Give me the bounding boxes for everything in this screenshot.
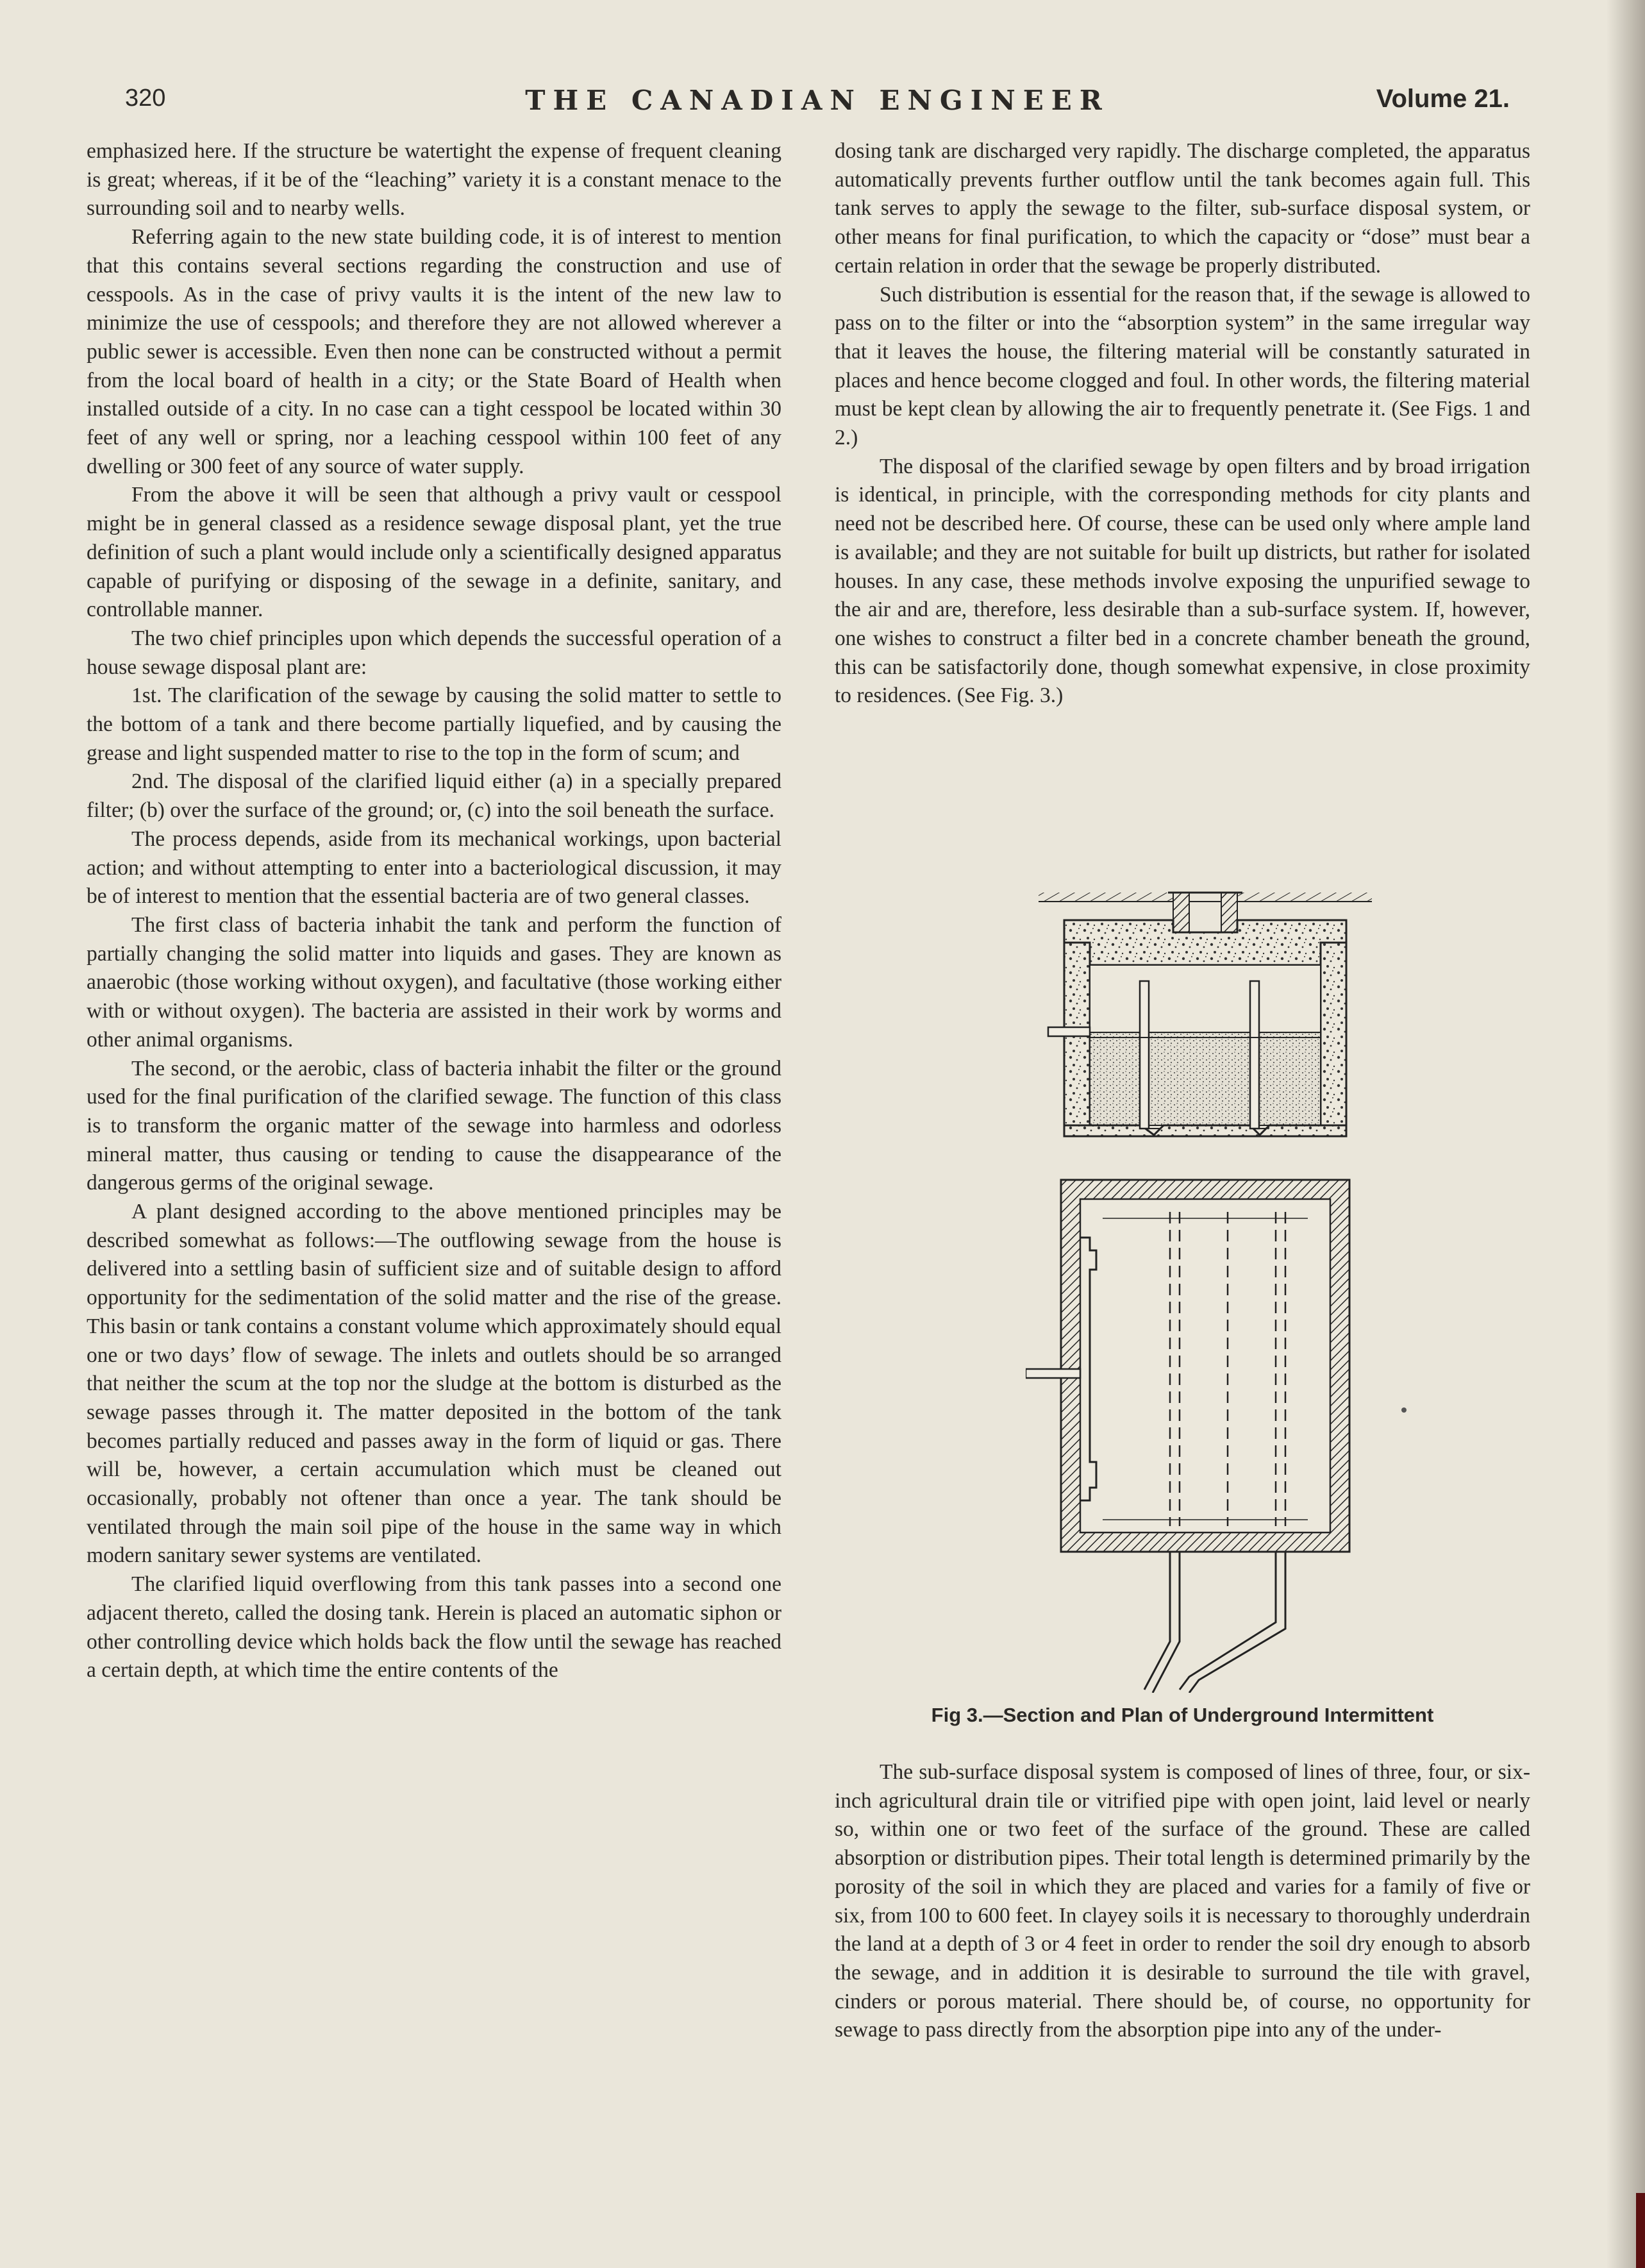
plan-inlet-pipe bbox=[1026, 1369, 1080, 1378]
left-column bbox=[87, 137, 781, 1685]
paragraph: 2nd. The disposal of the clarified liquid either (a) in a specially prepared filter; (b) over the surface of the ground; or, (c) into the soil beneath the surface. bbox=[87, 769, 781, 823]
ground-hatch bbox=[1237, 893, 1372, 902]
paragraph: A plant designed according to the above mentioned principles may be described somewhat as follows:—The outflowing sewage from the house is delivered into a settling basin of sufficient size and of suitable design to afford opportunity for the sedimentation of the solid matter and the rise of the grease. This basin or tank contains a constant volume which approximately should equal one or two days’ flow of sewage. The inlets and outlets should be so arranged that neither the scum at the top nor the sludge at the bottom is disturbed as the sewage passes through it. The matter deposited in the bottom of the tank becomes partially reduced and passes away in the form of liquid or gas. There will be, however, a certain accumulation which must be cleaned out occasionally, probably not oftener than once a year. The tank should be ventilated through the main soil pipe of the house in the same way in which modern sanitary sewer systems are ventilated. bbox=[87, 1200, 781, 1568]
page-edge-shadow bbox=[1607, 0, 1645, 2268]
journal-title: THE CANADIAN ENGINEER bbox=[525, 85, 1110, 116]
ground-hatch bbox=[1039, 893, 1173, 902]
binding-edge-mark bbox=[1636, 2193, 1645, 2268]
volume-label: Volume 21. bbox=[1376, 85, 1510, 113]
paragraph: dosing tank are discharged very rapidly. The discharge completed, the apparatus automatically prevents further outflow until the tank becomes again full. This tank serves to apply the sewage to the filter, sub-surface disposal system, or other means for final purification, to which the capacity or “dose” must bear a certain relation in order that the sewage be properly distributed. bbox=[835, 139, 1530, 278]
outlet-pipe bbox=[1180, 1552, 1276, 1690]
page-number: 320 bbox=[125, 85, 166, 112]
paragraph: The sub-surface disposal system is composed of lines of three, four, or six-inch agricultural drain tile or vitrified pipe with open joint, laid level or nearly so, within one or two feet of the surface of the ground. These are called absorption or distribution pipes. Their total length is determined primarily by the porosity of the soil in which they are placed and varies for a family of five or six, from 100 to 600 feet. In clayey soils it is necessary to thoroughly underdrain the land at a depth of 3 or 4 feet in order to render the soil dry enough to absorb the sewage, and in addition it is desirable to surround the tile with gravel, cinders or porous material. There should be, of course, no opportunity for sewage to pass directly from the absorption pipe into any of the under- bbox=[835, 1760, 1530, 2042]
figure-caption: Fig 3.—Section and Plan of Underground Intermittent bbox=[931, 1704, 1434, 1726]
paragraph: Referring again to the new state building code, it is of interest to mention that this contains several sections regarding the construction and use of cesspools. As in the case of privy vaults it is the intent of the new law to minimize the use of cesspools; and therefore they are not allowed wherever a public sewer is accessible. Even then none can be constructed without a permit from the local board of health in a city; or the State Board of Health when installed outside of a city. In no case can a tight cesspool be located within 30 feet of any well or spring, nor a leaching cesspool within 100 feet of any dwelling or 300 feet of any source of water supply. bbox=[87, 225, 781, 478]
paragraph: Such distribution is essential for the reason that, if the sewage is allowed to pass on to the filter or into the “absorption system” in the same irregular way that it leaves the house, the filtering material will be constantly saturated in places and hence become clogged and foul. In other words, the filtering material must be kept clean by allowing the air to frequently penetrate it. (See Figs. 1 and 2.) bbox=[835, 282, 1530, 450]
running-header bbox=[125, 77, 1510, 128]
right-wall bbox=[1321, 943, 1346, 1135]
paragraph: The disposal of the clarified sewage by open filters and by broad irrigation is identical, in principle, with the corresponding methods for city plants and need not be described here. Of course, these can be used only where ample land is available; and they are not suitable for built up districts, but rather for isolated houses. In any case, these methods involve exposing the unpurified sewage to the air and are, therefore, less desirable than a sub-surface system. If, however, one wishes to construct a filter bed in a concrete chamber beneath the ground, this can be satisfactorily done, though somewhat expensive, in close proximity to residences. (See Fig. 3.) bbox=[835, 454, 1530, 708]
manhole-wall bbox=[1173, 893, 1189, 932]
left-wall bbox=[1064, 943, 1090, 1135]
right-column-bottom bbox=[835, 1758, 1530, 2045]
paragraph: 1st. The clarification of the sewage by causing the solid matter to settle to the bottom of a tank and there become partially liquefied, and by causing the grease and light suspended matter to rise to the top in the form of scum; and bbox=[87, 684, 781, 765]
right-column-top bbox=[835, 137, 1530, 710]
manhole-wall bbox=[1221, 893, 1237, 932]
paragraph: emphasized here. If the structure be watertight the expense of frequent cleaning is great; whereas, if it be of the “leaching” variety it is a constant menace to the surrounding soil and to nearby wells. bbox=[87, 139, 781, 221]
outlet-pipe bbox=[1189, 1552, 1285, 1693]
filter-material bbox=[1090, 1032, 1321, 1125]
paragraph: The second, or the aerobic, class of bacteria inhabit the filter or the ground used for the final purification of the clarified sewage. The function of this class is to transform the organic matter of the sewage into harmless and odorless mineral matter, thus causing or tending to cause the disappearance of the dangerous germs of the original sewage. bbox=[87, 1056, 781, 1195]
stray-ink-mark bbox=[1401, 1407, 1407, 1413]
paragraph: The process depends, aside from its mechanical workings, upon bacterial action; and without attempting to enter into a bacteriological discussion, it may be of interest to mention that the essential bacteria are of two general classes. bbox=[87, 827, 781, 909]
floor-slab bbox=[1064, 1125, 1346, 1136]
paragraph: The first class of bacteria inhabit the tank and perform the function of partially changing the solid matter into liquids and gases. They are known as anaerobic (those working without oxygen), and facultative (those working either with or without oxygen). The bacteria are assisted in their work by worms and other animal organisms. bbox=[87, 912, 781, 1052]
inlet-pipe bbox=[1048, 1027, 1090, 1036]
roof-slab bbox=[1064, 920, 1346, 965]
paragraph: The two chief principles upon which depends the successful operation of a house sewage disposal plant are: bbox=[87, 626, 781, 679]
plan-interior bbox=[1080, 1199, 1330, 1533]
figure-3-diagram bbox=[1026, 885, 1385, 1693]
vent-pipe bbox=[1140, 981, 1149, 1129]
paragraph: From the above it will be seen that although a privy vault or cesspool might be in general classed as a residence sewage disposal plant, yet the true definition of such a plant would include only a scientifically designed apparatus capable of purifying or disposing of the sewage in a definite, sanitary, and controllable manner. bbox=[87, 483, 781, 622]
paragraph: The clarified liquid overflowing from this tank passes into a second one adjacent thereto, called the dosing tank. Herein is placed an automatic siphon or other controlling device which holds back the flow until the sewage has reached a certain depth, at which time the entire contents of the bbox=[87, 1572, 781, 1683]
outlet-pipe bbox=[1153, 1552, 1180, 1693]
vent-pipe bbox=[1250, 981, 1259, 1129]
